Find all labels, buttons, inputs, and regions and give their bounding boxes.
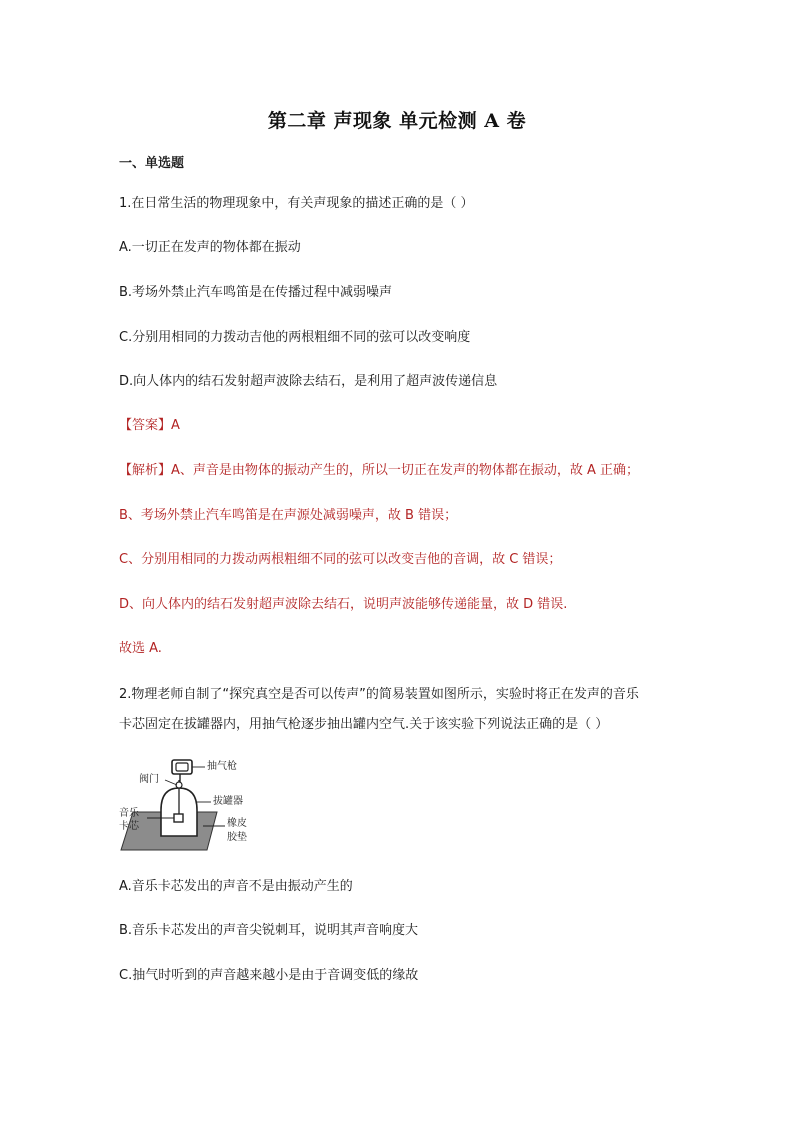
- question-1-analysis-line: 【解析】A、声音是由物体的振动产生的，所以一切正在发声的物体都在振动，故 A 正确；: [119, 463, 640, 478]
- music-chip-shape: [174, 814, 183, 822]
- pump-outer: [172, 760, 192, 774]
- question-2-option-a: A.音乐卡芯发出的声音不是由振动产生的: [119, 879, 353, 894]
- question-1-answer: 【答案】A: [119, 418, 180, 433]
- question-1-analysis-line: B、考场外禁止汽车鸣笛是在声源处减弱噪声，故 B 错误；: [119, 508, 458, 523]
- apparatus-figure: [119, 758, 259, 854]
- question-1-option-a: A.一切正在发声的物体都在振动: [119, 240, 301, 255]
- section-heading: 一、单选题: [119, 156, 185, 171]
- question-1-analysis-line: D、向人体内的结石发射超声波除去结石，说明声波能够传递能量，故 D 错误.: [119, 597, 568, 612]
- rubber-pad-label-top: 橡皮: [227, 818, 247, 829]
- question-2-option-c: C.抽气时听到的声音越来越小是由于音调变低的缘故: [119, 968, 419, 983]
- question-1-option-c: C.分别用相同的力拨动吉他的两根粗细不同的弦可以改变响度: [119, 330, 471, 345]
- music-chip-label-bottom: 卡芯: [119, 821, 139, 832]
- question-1-analysis-line: C、分别用相同的力拨动两根粗细不同的弦可以改变吉他的音调，故 C 错误；: [119, 552, 562, 567]
- valve-label: 阀门: [139, 774, 159, 785]
- rubber-pad-label-bottom: 胶垫: [227, 832, 247, 843]
- question-2-stem-line: 2.物理老师自制了“探究真空是否可以传声”的简易装置如图所示，实验时将正在发声的音乐: [119, 687, 639, 702]
- page-title: 第二章 声现象 单元检测 A 卷: [267, 110, 527, 132]
- question-1-conclusion: 故选 A.: [119, 641, 162, 656]
- music-chip-label-top: 音乐: [119, 808, 139, 819]
- valve-leader-line: [165, 780, 177, 785]
- question-2-stem-line: 卡芯固定在拔罐器内，用抽气枪逐步抽出罐内空气.关于该实验下列说法正确的是（ ）: [119, 717, 609, 732]
- question-1-stem: 1.在日常生活的物理现象中，有关声现象的描述正确的是（ ）: [119, 196, 474, 211]
- question-1-option-d: D.向人体内的结石发射超声波除去结石，是利用了超声波传递信息: [119, 374, 498, 389]
- question-1-option-b: B.考场外禁止汽车鸣笛是在传播过程中减弱噪声: [119, 285, 393, 300]
- question-2-option-b: B.音乐卡芯发出的声音尖锐刺耳，说明其声音响度大: [119, 923, 419, 938]
- pump-label: 抽气枪: [207, 761, 237, 772]
- cup-label: 拔罐器: [213, 796, 243, 807]
